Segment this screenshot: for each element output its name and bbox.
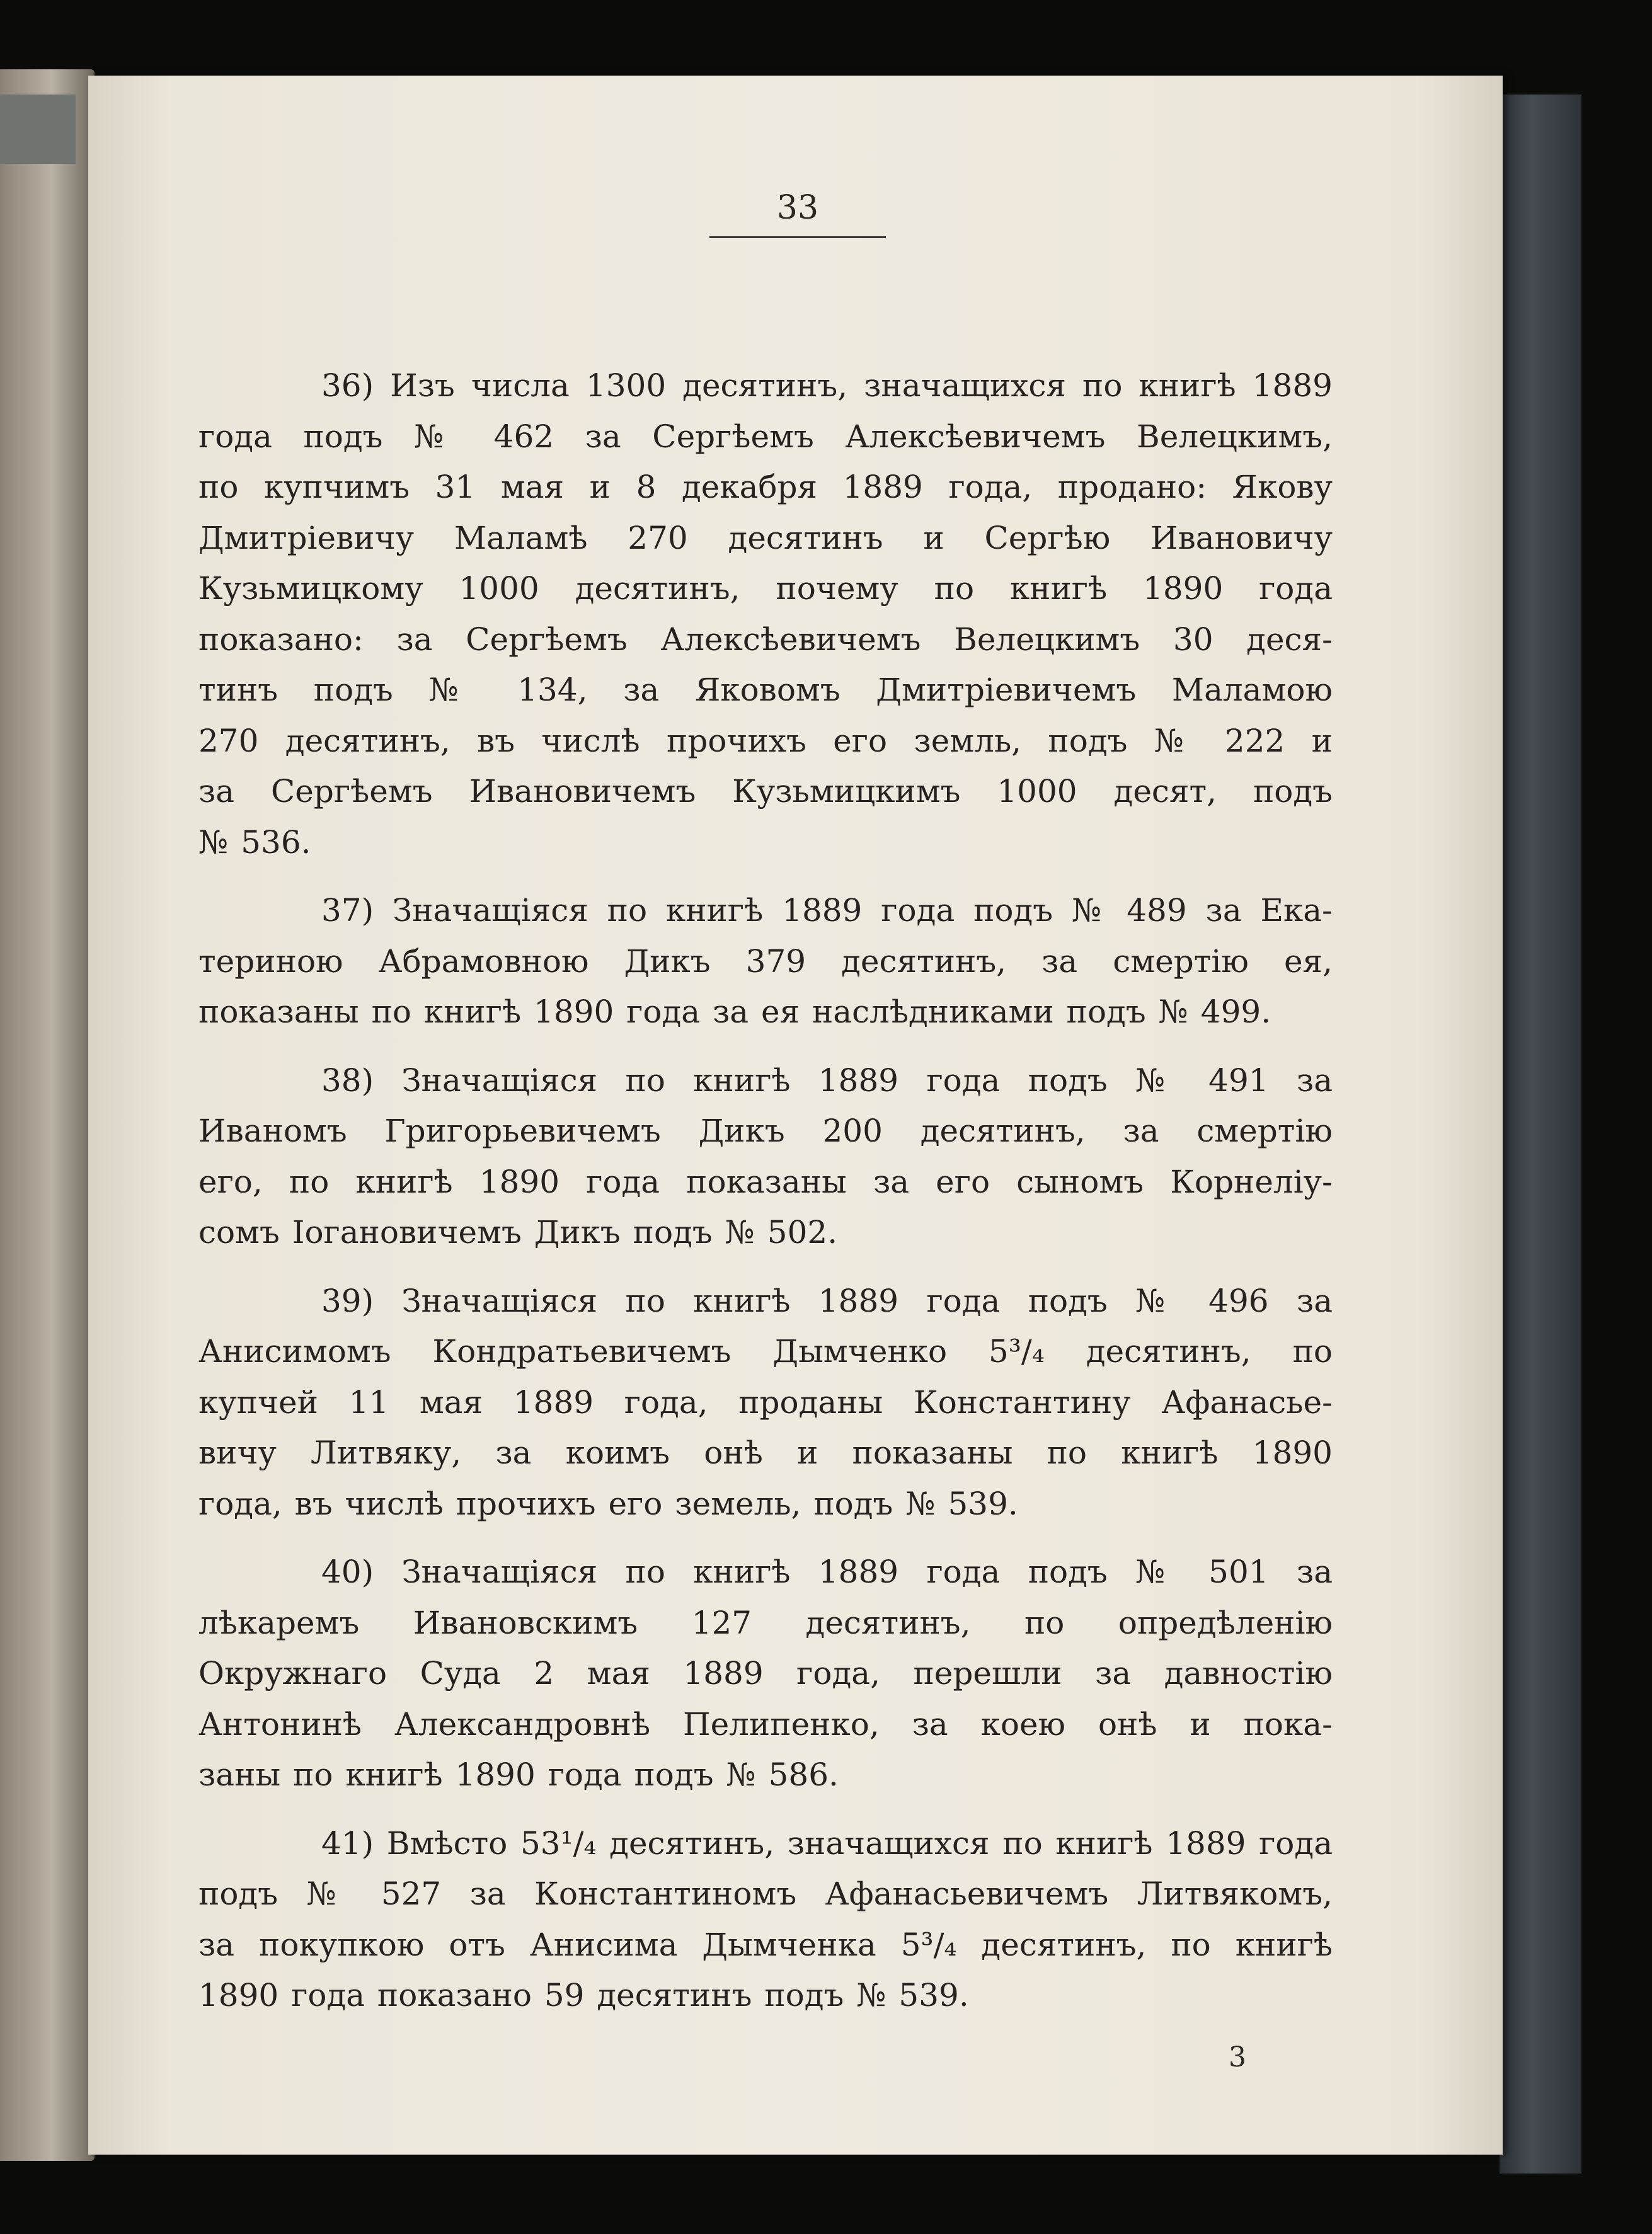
page-number: 33 — [776, 189, 819, 227]
paragraph-37 — [198, 885, 1333, 1038]
text-line: Дмитріевичу Маламѣ 270 десятинъ и Сергѣю Ивановичу — [198, 519, 1333, 556]
text-line: показаны по книгѣ 1890 года за ея наслѣдниками подъ № 499. — [198, 994, 1271, 1030]
text-line: заны по книгѣ 1890 года подъ № 586. — [198, 1756, 839, 1793]
header-rule — [709, 236, 886, 238]
text-line: 36) Изъ числа 1300 десятинъ, значащихся по книгѣ 1889 — [321, 367, 1333, 404]
text-line: подъ № 527 за Константиномъ Афанасьевичемъ Литвякомъ, — [198, 1876, 1333, 1912]
paragraph-41 — [198, 1818, 1333, 2021]
body-text — [198, 360, 1333, 2039]
text-line: года, въ числѣ прочихъ его земель, подъ № 539. — [198, 1485, 1018, 1522]
text-line: 40) Значащіяся по книгѣ 1889 года подъ № 501 за — [321, 1554, 1333, 1590]
text-line: за покупкою отъ Анисима Дымченка 5³/₄ десятинъ, по книгѣ — [198, 1926, 1333, 1963]
text-line: 270 десятинъ, въ числѣ прочихъ его земль, подъ № 222 и — [198, 722, 1333, 759]
text-line: № 536. — [198, 823, 311, 861]
text-line: вичу Литвяку, за коимъ онѣ и показаны по книгѣ 1890 — [198, 1435, 1333, 1471]
text-line: купчей 11 мая 1889 года, проданы Константину Афанасье- — [198, 1383, 1333, 1421]
text-line: его, по книгѣ 1890 года показаны за его сыномъ Корнеліу- — [198, 1163, 1333, 1200]
text-line: 41) Вмѣсто 53¹/₄ десятинъ, значащихся по книгѣ 1889 года — [321, 1824, 1333, 1862]
text-line: Анисимомъ Кондратьевичемъ Дымченко 5³/₄ десятинъ, по — [198, 1333, 1333, 1370]
book-cover-edge — [1500, 95, 1581, 2174]
text-line: показано: за Сергѣемъ Алексѣевичемъ Велецкимъ 30 деся- — [198, 621, 1333, 658]
text-line: 38) Значащіяся по книгѣ 1889 года подъ № 491 за — [321, 1062, 1333, 1099]
text-line: Окружнаго Суда 2 мая 1889 года, перешли за давностію — [198, 1655, 1333, 1692]
text-line: 1890 года показано 59 десятинъ подъ № 539. — [198, 1977, 969, 2013]
text-line: сомъ Іогановичемъ Дикъ подъ № 502. — [198, 1214, 838, 1251]
text-line: тинъ подъ № 134, за Яковомъ Дмитріевичемъ Маламою — [198, 672, 1333, 708]
paragraph-39 — [198, 1276, 1333, 1530]
paragraph-38 — [198, 1055, 1333, 1258]
text-line: по купчимъ 31 мая и 8 декабря 1889 года, продано: Якову — [198, 469, 1333, 505]
paragraph-40 — [198, 1547, 1333, 1801]
text-line: за Сергѣемъ Ивановичемъ Кузьмицкимъ 1000 десят, подъ — [198, 773, 1333, 810]
text-line: года подъ № 462 за Сергѣемъ Алексѣевичемъ Велецкимъ, — [198, 418, 1333, 455]
text-line: Иваномъ Григорьевичемъ Дикъ 200 десятинъ, за смертію — [198, 1113, 1333, 1149]
text-line: териною Абрамовною Дикъ 379 десятинъ, за смертію ея, — [198, 942, 1333, 980]
text-line: лѣкаремъ Ивановскимъ 127 десятинъ, по опредѣленію — [198, 1604, 1333, 1641]
text-line: Антонинѣ Александровнѣ Пелипенко, за коею онѣ и пока- — [198, 1705, 1333, 1743]
left-page-edge — [0, 69, 95, 2161]
text-line: Кузьмицкому 1000 десятинъ, почему по книгѣ 1890 года — [198, 570, 1333, 607]
paragraph-36 — [198, 360, 1333, 868]
text-line: 37) Значащіяся по книгѣ 1889 года подъ № 489 за Ека- — [321, 892, 1333, 929]
text-line: 39) Значащіяся по книгѣ 1889 года подъ № 496 за — [321, 1282, 1333, 1319]
signature-mark: 3 — [1229, 2041, 1246, 2073]
